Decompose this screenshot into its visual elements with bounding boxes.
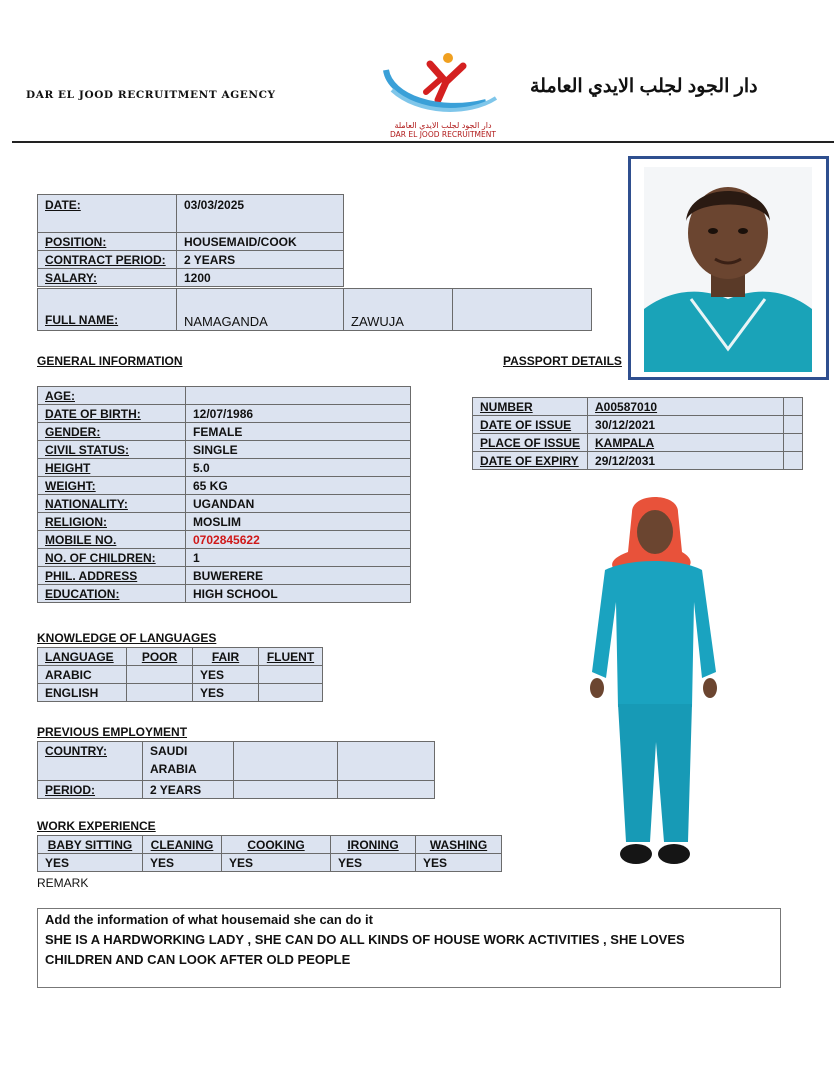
lang-english: ENGLISH xyxy=(38,684,127,702)
weight-value: 65 KG xyxy=(186,477,411,495)
age-label: AGE: xyxy=(38,387,186,405)
general-information-title: GENERAL INFORMATION xyxy=(37,354,183,368)
height-value: 5.0 xyxy=(186,459,411,477)
languages-table xyxy=(37,647,323,702)
exp-header-washing: WASHING xyxy=(416,836,502,854)
date-label: DATE: xyxy=(38,195,177,233)
full-name-extra xyxy=(453,289,592,331)
employment-table xyxy=(37,741,435,799)
education-label: EDUCATION: xyxy=(38,585,186,603)
exp-washing-value: YES xyxy=(416,854,502,872)
address-label: PHIL. ADDRESS xyxy=(38,567,186,585)
period-label: PERIOD: xyxy=(38,781,143,799)
civil-status-value: SINGLE xyxy=(186,441,411,459)
work-experience-table xyxy=(37,835,502,872)
lang-arabic-poor xyxy=(127,666,193,684)
remark-label: REMARK xyxy=(37,876,89,890)
children-value: 1 xyxy=(186,549,411,567)
passport-number-value: A00587010 xyxy=(588,398,784,416)
religion-value: MOSLIM xyxy=(186,513,411,531)
work-experience-title: WORK EXPERIENCE xyxy=(37,819,156,833)
civil-status-label: CIVIL STATUS: xyxy=(38,441,186,459)
passport-table xyxy=(472,397,803,470)
lang-english-poor xyxy=(127,684,193,702)
mobile-label: MOBILE NO. xyxy=(38,531,186,549)
contract-period-label: CONTRACT PERIOD: xyxy=(38,251,177,269)
gender-value: FEMALE xyxy=(186,423,411,441)
exp-header-cleaning: CLEANING xyxy=(143,836,222,854)
lang-arabic-fair: YES xyxy=(193,666,259,684)
exp-cleaning-value: YES xyxy=(143,854,222,872)
exp-header-ironing: IRONING xyxy=(331,836,416,854)
country-value-line1: SAUDI xyxy=(150,744,188,758)
salary-value: 1200 xyxy=(177,269,344,287)
lang-english-fair: YES xyxy=(193,684,259,702)
position-label: POSITION: xyxy=(38,233,177,251)
dob-label: DATE OF BIRTH: xyxy=(38,405,186,423)
passport-number-label: NUMBER xyxy=(473,398,588,416)
position-value: HOUSEMAID/COOK xyxy=(177,233,344,251)
full-name-first: NAMAGANDA xyxy=(177,289,344,331)
languages-title: KNOWLEDGE OF LANGUAGES xyxy=(37,631,217,645)
general-information-table xyxy=(37,386,411,603)
remark-line3: CHILDREN AND CAN LOOK AFTER OLD PEOPLE xyxy=(45,952,351,967)
agency-name-english: DAR EL JOOD RECRUITMENT AGENCY xyxy=(26,89,276,101)
height-label: HEIGHT xyxy=(38,459,186,477)
children-label: NO. OF CHILDREN: xyxy=(38,549,186,567)
contract-period-value: 2 YEARS xyxy=(177,251,344,269)
lang-header-fair: FAIR xyxy=(193,648,259,666)
exp-header-baby-sitting: BABY SITTING xyxy=(38,836,143,854)
lang-header-poor: POOR xyxy=(127,648,193,666)
remark-line2: SHE IS A HARDWORKING LADY , SHE CAN DO ALL KINDS OF HOUSE WORK ACTIVITIES , SHE LOVES xyxy=(45,932,685,947)
weight-label: WEIGHT: xyxy=(38,477,186,495)
remark-box xyxy=(37,908,781,988)
country-value xyxy=(143,742,234,781)
exp-ironing-value: YES xyxy=(331,854,416,872)
remark-line1: Add the information of what housemaid she can do it xyxy=(45,912,373,927)
full-name-label: FULL NAME: xyxy=(38,289,177,331)
nationality-value: UGANDAN xyxy=(186,495,411,513)
logo-arabic-text: دار الجود لجلب الايدي العاملة xyxy=(394,121,492,130)
education-value: HIGH SCHOOL xyxy=(186,585,411,603)
portrait-image xyxy=(631,159,826,377)
mobile-value: 0702845622 xyxy=(186,531,411,549)
full-name-table xyxy=(37,288,592,331)
exp-cooking-value: YES xyxy=(222,854,331,872)
age-value xyxy=(186,387,411,405)
lang-arabic-fluent xyxy=(259,666,323,684)
previous-employment-title: PREVIOUS EMPLOYMENT xyxy=(37,725,188,739)
lang-english-fluent xyxy=(259,684,323,702)
position-table xyxy=(37,194,344,287)
full-name-last: ZAWUJA xyxy=(344,289,453,331)
agency-logo xyxy=(368,52,518,140)
date-of-issue-value: 30/12/2021 xyxy=(588,416,784,434)
header-divider xyxy=(12,141,834,143)
period-value: 2 YEARS xyxy=(143,781,234,799)
date-value: 03/03/2025 xyxy=(177,195,344,233)
lang-header-fluent: FLUENT xyxy=(259,648,323,666)
gender-label: GENDER: xyxy=(38,423,186,441)
address-value: BUWERERE xyxy=(186,567,411,585)
country-label: COUNTRY: xyxy=(38,742,143,781)
date-of-expiry-label: DATE OF EXPIRY xyxy=(473,452,588,470)
logo-english-text: DAR EL JOOD RECRUITMENT xyxy=(390,130,496,139)
passport-photo xyxy=(628,156,829,380)
religion-label: RELIGION: xyxy=(38,513,186,531)
nationality-label: NATIONALITY: xyxy=(38,495,186,513)
lang-header-language: LANGUAGE xyxy=(38,648,127,666)
salary-label: SALARY: xyxy=(38,269,177,287)
place-of-issue-label: PLACE OF ISSUE xyxy=(473,434,588,452)
agency-name-arabic: دار الجود لجلب الايدي العاملة xyxy=(530,76,758,97)
place-of-issue-value: KAMPALA xyxy=(588,434,784,452)
date-of-issue-label: DATE OF ISSUE xyxy=(473,416,588,434)
exp-header-cooking: COOKING xyxy=(222,836,331,854)
lang-arabic: ARABIC xyxy=(38,666,127,684)
country-value-line2: ARABIA xyxy=(150,762,197,776)
exp-baby-sitting-value: YES xyxy=(38,854,143,872)
full-body-photo xyxy=(560,492,740,874)
dob-value: 12/07/1986 xyxy=(186,405,411,423)
date-of-expiry-value: 29/12/2031 xyxy=(588,452,784,470)
passport-details-title: PASSPORT DETAILS xyxy=(503,354,622,368)
